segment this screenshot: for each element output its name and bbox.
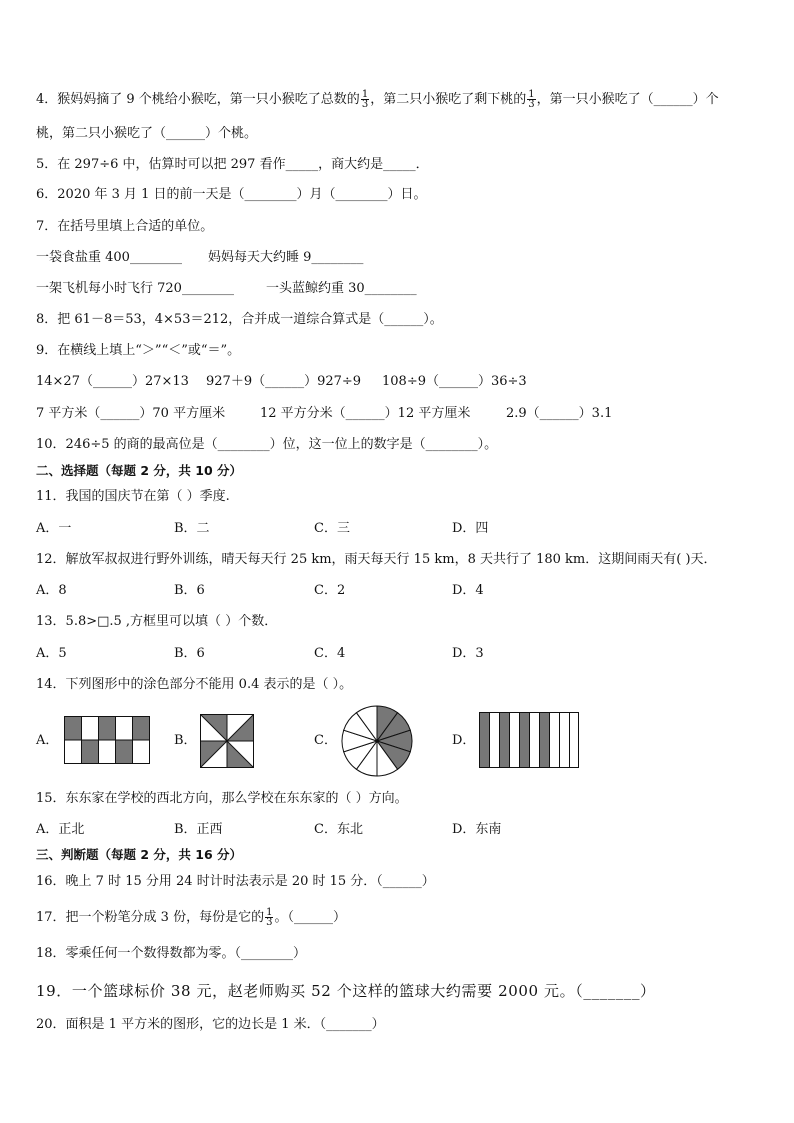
question-12: 12．解放军叔叔进行野外训练，晴天每天行 25 km，雨天每天行 15 km，8 天共行了 180 km．这期间雨天有( )天． bbox=[36, 552, 717, 567]
q4-fraction-2: $\frac{1}{3}$ bbox=[528, 89, 535, 110]
q14-label-d: D． bbox=[452, 733, 476, 748]
option-a: A．正北 bbox=[36, 822, 85, 837]
q4-text-1: 4．猴妈妈摘了 9 个桃给小猴吃，第一只小猴吃了总数的 bbox=[36, 92, 360, 107]
question-7-item-a: 一袋食盐重 400________ bbox=[36, 250, 182, 265]
q4-text-2: ，第二只小猴吃了剩下桃的 bbox=[370, 92, 527, 107]
question-11: 11．我国的国庆节在第（ ）季度. bbox=[36, 489, 230, 504]
question-17 bbox=[36, 908, 346, 927]
q4-fraction-1: $\frac{1}{3}$ bbox=[361, 89, 369, 110]
question-7-item-b: 妈妈每天大约睡 9________ bbox=[208, 250, 364, 265]
option-a: A．8 bbox=[36, 583, 67, 598]
option-c: C．东北 bbox=[314, 822, 363, 837]
option-a: A．5 bbox=[36, 646, 67, 661]
question-18: 18．零乘任何一个数得数都为零。（________） bbox=[36, 946, 307, 961]
q14-label-c: C． bbox=[314, 733, 337, 748]
q14-figure-a-grid bbox=[64, 716, 150, 764]
question-9-r1-c: 108÷9（______）36÷3 bbox=[382, 374, 527, 389]
question-8: 8．把 61－8＝53，4×53＝212，合并成一道综合算式是（______）。 bbox=[36, 312, 443, 327]
option-d: D．东南 bbox=[452, 822, 502, 837]
option-b: B．6 bbox=[174, 583, 205, 598]
question-13: 13．5.8>□.5 ,方框里可以填（ ）个数． bbox=[36, 614, 278, 629]
q14-label-b: B． bbox=[174, 733, 197, 748]
question-9-r1-a: 14×27（______）27×13 bbox=[36, 374, 189, 389]
question-14: 14．下列图形中的涂色部分不能用 0.4 表示的是（ ）。 bbox=[36, 677, 353, 692]
option-b: B．6 bbox=[174, 646, 205, 661]
option-d: D．四 bbox=[452, 521, 489, 536]
q14-figure-c-circle bbox=[340, 704, 414, 778]
question-9-r2-a: 7 平方米（______）70 平方厘米 bbox=[36, 406, 226, 421]
section-3-heading: 三、判断题（每题 2 分，共 16 分） bbox=[36, 847, 243, 862]
q4-text-3: ，第一只小猴吃了（______）个 bbox=[536, 92, 719, 107]
option-d: D．4 bbox=[452, 583, 484, 598]
question-12-options bbox=[36, 582, 760, 600]
question-7-item-d: 一头蓝鲸约重 30________ bbox=[266, 281, 417, 296]
question-9-r2-b: 12 平方分米（______）12 平方厘米 bbox=[260, 406, 471, 421]
question-16: 16．晚上 7 时 15 分用 24 时计时法表示是 20 时 15 分．（______） bbox=[36, 874, 435, 889]
option-a: A．一 bbox=[36, 521, 72, 536]
question-9-r2-c: 2.9（______）3.1 bbox=[506, 406, 613, 421]
question-11-options bbox=[36, 520, 760, 538]
question-15: 15．东东家在学校的西北方向，那么学校在东东家的（ ）方向。 bbox=[36, 791, 408, 806]
q17-text-1: 17．把一个粉笔分成 3 份，每份是它的 bbox=[36, 910, 265, 925]
question-4-line-2: 桃，第二只小猴吃了（______）个桃。 bbox=[36, 126, 258, 141]
question-10: 10．246÷5 的商的最高位是（________）位，这一位上的数字是（________）。 bbox=[36, 437, 498, 452]
q17-text-2: 。（______） bbox=[274, 910, 346, 925]
question-9-r1-b: 927＋9（______）927÷9 bbox=[206, 374, 362, 389]
q17-fraction: $\frac{1}{3}$ bbox=[266, 907, 273, 928]
question-5: 5．在 297÷6 中，估算时可以把 297 看作_____，商大约是_____． bbox=[36, 157, 429, 172]
question-7-item-c: 一架飞机每小时飞行 720________ bbox=[36, 281, 234, 296]
question-15-options bbox=[36, 821, 760, 839]
option-b: B．正西 bbox=[174, 822, 223, 837]
q14-figure-d-strips bbox=[479, 712, 579, 768]
q14-label-a: A． bbox=[36, 733, 59, 748]
option-b: B．二 bbox=[174, 521, 210, 536]
question-4 bbox=[36, 90, 719, 109]
question-6: 6．2020 年 3 月 1 日的前一天是（________）月（________）日。 bbox=[36, 187, 427, 202]
section-2-heading: 二、选择题（每题 2 分，共 10 分） bbox=[36, 463, 243, 478]
option-c: C．4 bbox=[314, 646, 346, 661]
question-13-options bbox=[36, 645, 760, 663]
question-20: 20．面积是 1 平方米的图形，它的边长是 1 米．（_______） bbox=[36, 1017, 385, 1032]
option-c: C．2 bbox=[314, 583, 346, 598]
question-7-title: 7．在括号里填上合适的单位。 bbox=[36, 219, 214, 234]
question-9-title: 9．在横线上填上“＞”“＜”或“＝”。 bbox=[36, 343, 241, 358]
q14-figure-b-square bbox=[200, 714, 254, 768]
question-19: 19．一个篮球标价 38 元，赵老师购买 52 个这样的篮球大约需要 2000 元。（_______） bbox=[36, 982, 656, 1000]
option-d: D．3 bbox=[452, 646, 484, 661]
option-c: C．三 bbox=[314, 521, 350, 536]
